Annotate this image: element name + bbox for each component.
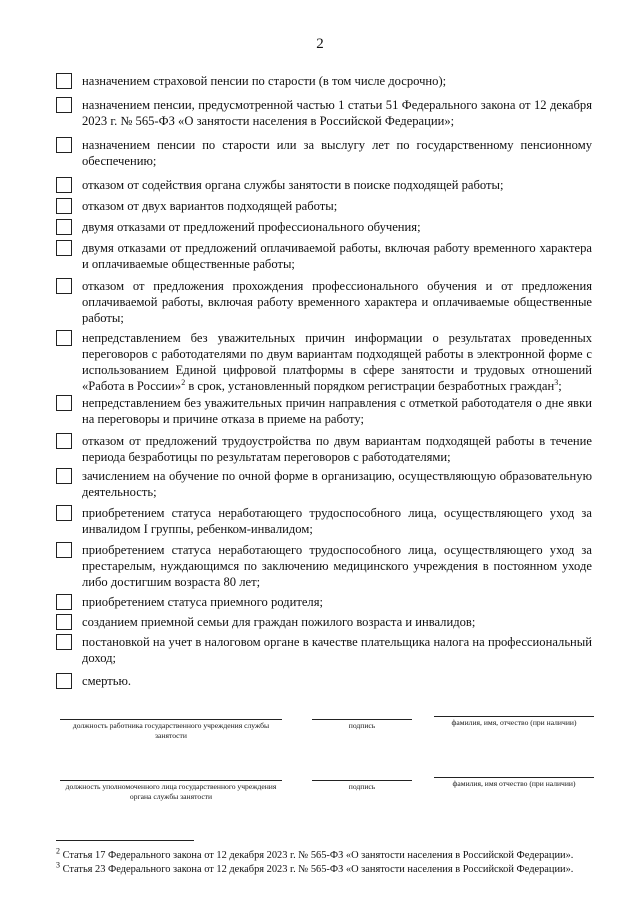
name-caption-2: фамилия, имя отчество (при наличии) — [452, 779, 576, 788]
item-text: отказом от двух вариантов подходящей работы; — [82, 199, 338, 213]
checkbox-pension-article-51[interactable] — [56, 97, 72, 113]
checkbox-no-negotiation-info[interactable] — [56, 330, 72, 346]
signature-caption-1: подпись — [348, 721, 376, 730]
list-item — [56, 240, 592, 272]
checkbox-refusal-paid-work[interactable] — [56, 240, 72, 256]
checkbox-foster-family[interactable] — [56, 614, 72, 630]
item-text: приобретением статуса неработающего трудоспособного лица, осуществляющего уход за престарелым, нуждающимся по заключению медицинского учреждения в постоянном уходе либо достигшим возраста 80 лет; — [82, 543, 592, 589]
name-line-1[interactable] — [434, 716, 594, 717]
list-item — [56, 97, 592, 129]
position-caption-1: должность работника государственного учреждения службы занятости — [72, 721, 270, 740]
list-item — [56, 594, 592, 610]
item-text: постановкой на учет в налоговом органе в качестве плательщика налога на профессиональный доход; — [82, 635, 592, 665]
name-caption-1: фамилия, имя, отчество (при наличии) — [451, 718, 577, 727]
item-text: непредставлением без уважительных причин направления с отметкой работодателя о дне явки на переговоры и причине отказа в приеме на работу; — [82, 396, 592, 426]
checkbox-refusal-training-and-work[interactable] — [56, 278, 72, 294]
position-caption-2: должность уполномоченного лица государственного учреждения органа службы занятости — [65, 782, 277, 801]
checkbox-death[interactable] — [56, 673, 72, 689]
list-item — [56, 198, 592, 214]
list-item — [56, 614, 592, 630]
list-item — [56, 542, 592, 590]
checkbox-tax-registration[interactable] — [56, 634, 72, 650]
list-item — [56, 73, 592, 89]
checkbox-refusal-assistance[interactable] — [56, 177, 72, 193]
item-text: назначением страховой пенсии по старости (в том числе досрочно); — [82, 74, 447, 88]
footnote-rule — [56, 840, 194, 841]
list-item — [56, 177, 592, 193]
footnote-ref: 2 — [181, 377, 186, 387]
list-item — [56, 505, 592, 537]
checkbox-foster-parent[interactable] — [56, 594, 72, 610]
item-text: отказом от предложений трудоустройства по двум вариантам подходящей работы в течение периода безработицы по результатам переговоров с работодателями; — [82, 434, 592, 464]
checkbox-caregiver-elderly[interactable] — [56, 542, 72, 558]
list-item — [56, 395, 592, 427]
checkbox-full-time-study[interactable] — [56, 468, 72, 484]
list-item — [56, 137, 592, 169]
signature-line-2[interactable] — [312, 780, 412, 781]
position-line-1[interactable] — [60, 719, 282, 720]
checkbox-no-referral-mark[interactable] — [56, 395, 72, 411]
list-item — [56, 673, 592, 689]
checkbox-refusal-two-jobs[interactable] — [56, 198, 72, 214]
footnote-ref: 3 — [554, 377, 559, 387]
item-text: смертью. — [82, 674, 132, 688]
footnote: $^2$ Статья 17 Федерального закона от 12 декабря 2023 г. № 565-ФЗ «О занятости населения в Российской Федерации». — [56, 846, 574, 861]
item-text: двумя отказами от предложений профессионального обучения; — [82, 220, 421, 234]
item-text: отказом от содействия органа службы занятости в поиске подходящей работы; — [82, 178, 504, 192]
item-text: непредставлением без уважительных причин информации о результатах проведенных переговоров с работодателями по двум вариантам подходящей работы в электронной форме с использованием Единой цифровой платформы в сфере занятости и трудовых отношений «Работа в России»$^2$ в срок, установленный порядком регистрации безработных граждан$^3$; — [82, 331, 592, 393]
item-text: приобретением статуса неработающего трудоспособного лица, осуществляющего уход за инвалидом I группы, ребенком-инвалидом; — [82, 506, 592, 536]
footnote: $^3$ Статья 23 Федерального закона от 12 декабря 2023 г. № 565-ФЗ «О занятости населения в Российской Федерации». — [56, 860, 574, 875]
list-item — [56, 634, 592, 666]
checkbox-refusal-training[interactable] — [56, 219, 72, 235]
checkbox-caregiver-disabled[interactable] — [56, 505, 72, 521]
item-text: созданием приемной семьи для граждан пожилого возраста и инвалидов; — [82, 615, 476, 629]
list-item — [56, 468, 592, 500]
checkbox-refusal-employment-offers[interactable] — [56, 433, 72, 449]
list-item — [56, 330, 592, 394]
checkbox-pension-old-age[interactable] — [56, 73, 72, 89]
signature-caption-2: подпись — [348, 782, 376, 791]
item-text: назначением пенсии, предусмотренной частью 1 статьи 51 Федерального закона от 12 декабря 2023 г. № 565-ФЗ «О занятости населения в Российской Федерации»; — [82, 98, 592, 128]
position-line-2[interactable] — [60, 780, 282, 781]
item-text: зачислением на обучение по очной форме в организацию, осуществляющую образовательную деятельность; — [82, 469, 592, 499]
list-item — [56, 433, 592, 465]
item-text: назначением пенсии по старости или за выслугу лет по государственному пенсионному обеспечению; — [82, 138, 592, 168]
signature-line-1[interactable] — [312, 719, 412, 720]
list-item — [56, 278, 592, 326]
list-item — [56, 219, 592, 235]
checkbox-state-pension[interactable] — [56, 137, 72, 153]
item-text: отказом от предложения прохождения профессионального обучения и от предложения оплачиваемой работы, включая работу временного характера и оплачиваемые общественные работы; — [82, 279, 592, 325]
item-text: двумя отказами от предложений оплачиваемой работы, включая работу временного характера и оплачиваемые общественные работы; — [82, 241, 592, 271]
page-number: 2 — [316, 36, 324, 52]
name-line-2[interactable] — [434, 777, 594, 778]
item-text: приобретением статуса приемного родителя; — [82, 595, 323, 609]
